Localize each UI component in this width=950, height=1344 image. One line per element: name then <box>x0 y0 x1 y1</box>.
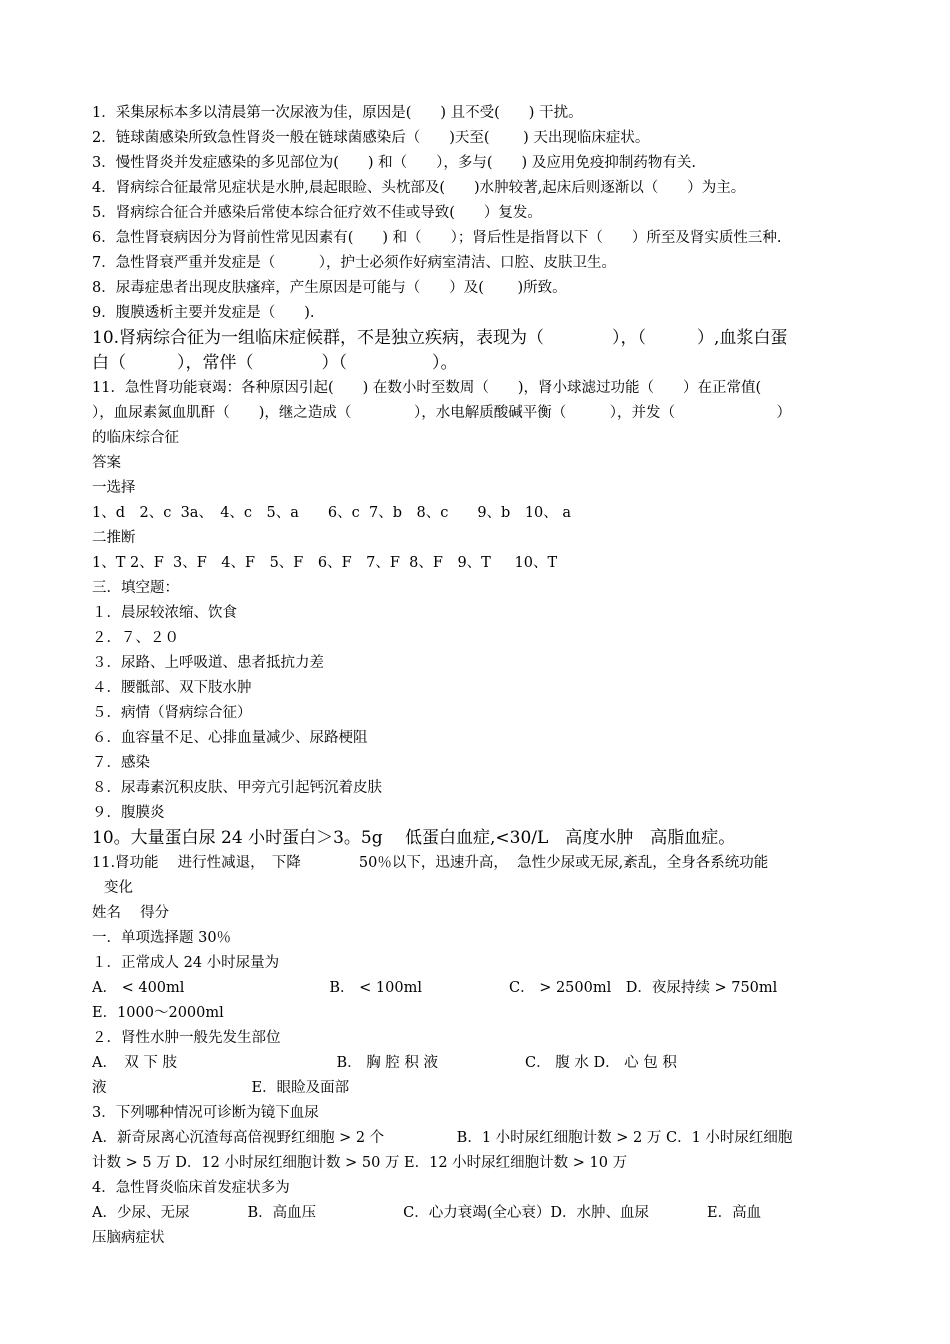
fill-question-5: 5．肾病综合征合并感染后常使本综合征疗效不佳或导致( ）复发。 <box>92 205 542 221</box>
mcq-2-options-line1: A． 双 下 肢 B． 胸 腔 积 液 C． 腹 水 D． 心 包 积 <box>92 1055 677 1071</box>
mcq-3-options-line1: A．新奇尿离心沉渣每高倍视野红细胞 > 2 个 B．1 小时尿红细胞计数 > 2 万 C．1 小时尿红细胞 <box>92 1130 793 1146</box>
mcq-1-options: A． < 400ml B． < 100ml C． > 2500ml D．夜尿持续 > 750ml <box>92 980 778 996</box>
fill-answer-6: ６．血容量不足、心排血量减少、尿路梗阻 <box>92 730 368 746</box>
section-fill-title: 三．填空题： <box>92 580 179 596</box>
fill-answer-11-line1: 11.肾功能 进行性减退， 下降 50％以下，迅速升高， 急性少尿或无尿,紊乱，全身各系统功能 <box>92 855 769 871</box>
fill-question-8: 8．尿毒症患者出现皮肤瘙痒，产生原因是可能与（ ）及( )所致。 <box>92 280 567 296</box>
fill-answer-1: １．晨尿较浓缩、饮食 <box>92 605 237 621</box>
mcq-4-stem: 4．急性肾炎临床首发症状多为 <box>92 1180 290 1196</box>
name-score-line: 姓名 得分 <box>92 905 170 921</box>
fill-question-4: 4．肾病综合征最常见症状是水肿,晨起眼睑、头枕部及( )水肿较著,起床后则逐渐以（ ）为主。 <box>92 180 746 196</box>
mcq-4-options-line2: 压脑病症状 <box>92 1230 165 1246</box>
fill-answer-9: ９．腹膜炎 <box>92 805 165 821</box>
answers-title: 答案 <box>92 455 121 471</box>
section-judge-answers: 1、T 2、F 3、F 4、F 5、F 6、F 7、F 8、F 9、T 10、T <box>92 555 558 571</box>
fill-answer-4: ４．腰骶部、双下肢水肿 <box>92 680 252 696</box>
fill-question-11-line1: 11．急性肾功能衰竭：各种原因引起( ) 在数小时至数周（ )，肾小球滤过功能（ ）在正常值( <box>92 380 762 396</box>
mcq-1-stem: １．正常成人 24 小时尿量为 <box>92 955 280 971</box>
mcq-title: 一．单项选择题 30％ <box>92 930 232 946</box>
fill-question-1: 1．采集尿标本多以清晨第一次尿液为佳，原因是( ) 且不受( ) 干扰。 <box>92 105 583 121</box>
fill-answer-10: 10。大量蛋白尿 24 小时蛋白＞3。5g 低蛋白血症,<30/L 高度水肿 高脂血症。 <box>92 828 736 848</box>
fill-answer-7: ７．感染 <box>92 755 150 771</box>
fill-question-10-line2: 白（ ），常伴（ ）（ ）。 <box>92 353 458 373</box>
fill-question-7: 7．急性肾衰严重并发症是（ ），护士必须作好病室清洁、口腔、皮肤卫生。 <box>92 255 616 271</box>
mcq-3-options-line2: 计数 > 5 万 D．12 小时尿红细胞计数 > 50 万 E．12 小时尿红细胞计数 > 10 万 <box>92 1155 628 1171</box>
mcq-4-options-line1: A．少尿、无尿 B．高血压 C．心力衰竭(全心衰）D．水肿、血尿 E．高血 <box>92 1205 762 1221</box>
section-judge-title: 二推断 <box>92 530 136 546</box>
fill-question-9: 9．腹膜透析主要并发症是（ ). <box>92 305 315 321</box>
fill-answer-8: ８．尿毒素沉积皮肤、甲旁亢引起钙沉着皮肤 <box>92 780 382 796</box>
fill-answer-2: ２．７、２０ <box>92 630 179 646</box>
mcq-2-stem: ２．肾性水肿一般先发生部位 <box>92 1030 281 1046</box>
mcq-3-stem: 3．下列哪种情况可诊断为镜下血尿 <box>92 1105 319 1121</box>
section-choice-answers: 1、d 2、c 3a、 4、c 5、a 6、c 7、b 8、c 9、b 10、 a <box>92 505 572 521</box>
fill-question-3: 3．慢性肾炎并发症感染的多见部位为( ) 和（ ），多与( ) 及应用免疫抑制药物有关. <box>92 155 696 171</box>
fill-answer-5: ５．病情（肾病综合征） <box>92 705 252 721</box>
fill-question-11-line3: 的临床综合征 <box>92 430 179 446</box>
fill-answer-3: ３．尿路、上呼吸道、患者抵抗力差 <box>92 655 324 671</box>
section-choice-title: 一选择 <box>92 480 136 496</box>
fill-question-6: 6．急性肾衰病因分为肾前性常见因素有( ) 和（ ）；肾后性是指肾以下（ ）所至及肾实质性三种. <box>92 230 782 246</box>
fill-question-11-line2: ），血尿素氮血肌酐（ )，继之造成（ ），水电解质酸碱平衡（ ），并发（ ） <box>92 405 792 421</box>
fill-question-2: 2．链球菌感染所致急性肾炎一般在链球菌感染后（ )天至( ) 天出现临床症状。 <box>92 130 650 146</box>
mcq-2-options-line2: 液 E．眼睑及面部 <box>92 1080 350 1096</box>
fill-question-10-line1: 10.肾病综合征为一组临床症候群，不是独立疾病，表现为（ ），（ ）,血浆白蛋 <box>92 328 788 348</box>
fill-answer-11-line2: 变化 <box>104 880 133 896</box>
document-page <box>92 101 862 1251</box>
mcq-1-option-e: E．1000～2000ml <box>92 1005 224 1021</box>
